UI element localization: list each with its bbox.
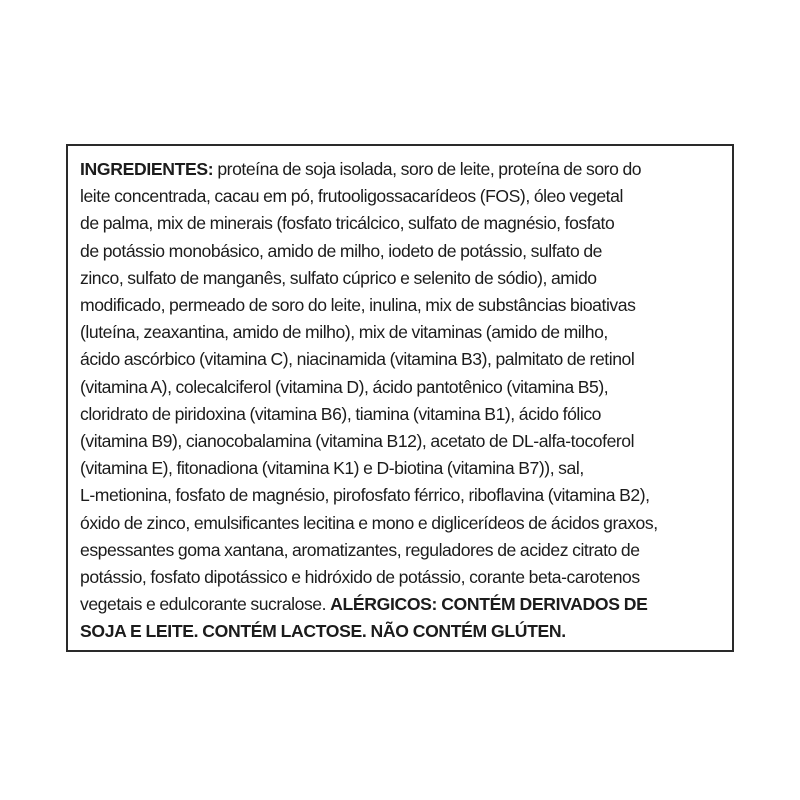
ingredients-line-text: proteína de soja isolada, soro de leite, proteína de soro do xyxy=(213,159,642,179)
ingredients-line-5: zinco, sulfato de manganês, sulfato cúprico e selenito de sódio), amido xyxy=(80,267,597,288)
allergens-statement: SOJA E LEITE. CONTÉM LACTOSE. NÃO CONTÉM GLÚTEN. xyxy=(80,621,566,642)
ingredients-line-16: potássio, fosfato dipotássico e hidróxido de potássio, corante beta-carotenos xyxy=(80,567,640,588)
ingredients-line-17 xyxy=(80,591,724,618)
ingredients-line-13: L-metionina, fosfato de magnésio, pirofosfato férrico, riboflavina (vitamina B2), xyxy=(80,485,650,506)
ingredients-line-10: cloridrato de piridoxina (vitamina B6), tiamina (vitamina B1), ácido fólico xyxy=(80,403,602,424)
allergens-heading: ALÉRGICOS: CONTÉM DERIVADOS DE xyxy=(330,594,648,615)
ingredients-line-15: espessantes goma xantana, aromatizantes, reguladores de acidez citrato de xyxy=(80,539,640,560)
ingredients-line-3: de palma, mix de minerais (fosfato tricálcico, sulfato de magnésio, fosfato xyxy=(80,213,615,234)
ingredients-line-14: óxido de zinco, emulsificantes lecitina e mono e diglicerídeos de ácidos graxos, xyxy=(80,512,658,533)
ingredients-line-9: (vitamina A), colecalciferol (vitamina D), ácido pantotênico (vitamina B5), xyxy=(80,376,609,397)
ingredients-line-4: de potássio monobásico, amido de milho, iodeto de potássio, sulfato de xyxy=(80,240,602,261)
ingredients-line-8: ácido ascórbico (vitamina C), niacinamida (vitamina B3), palmitato de retinol xyxy=(80,349,635,370)
ingredients-line-1 xyxy=(80,156,724,183)
ingredients-heading: INGREDIENTES: xyxy=(80,159,214,179)
ingredients-line-text: vegetais e edulcorante sucralose. xyxy=(80,594,331,615)
ingredients-line-7: (luteína, zeaxantina, amido de milho), mix de vitaminas (amido de milho, xyxy=(80,322,608,343)
ingredients-text xyxy=(80,156,724,646)
ingredients-label-box xyxy=(66,144,734,652)
ingredients-line-12: (vitamina E), fitonadiona (vitamina K1) e D-biotina (vitamina B7)), sal, xyxy=(80,458,584,479)
ingredients-line-11: (vitamina B9), cianocobalamina (vitamina B12), acetato de DL-alfa-tocoferol xyxy=(80,431,635,452)
ingredients-line-2: leite concentrada, cacau em pó, frutooligossacarídeos (FOS), óleo vegetal xyxy=(80,186,623,207)
ingredients-line-6: modificado, permeado de soro do leite, inulina, mix de substâncias bioativas xyxy=(80,295,636,316)
